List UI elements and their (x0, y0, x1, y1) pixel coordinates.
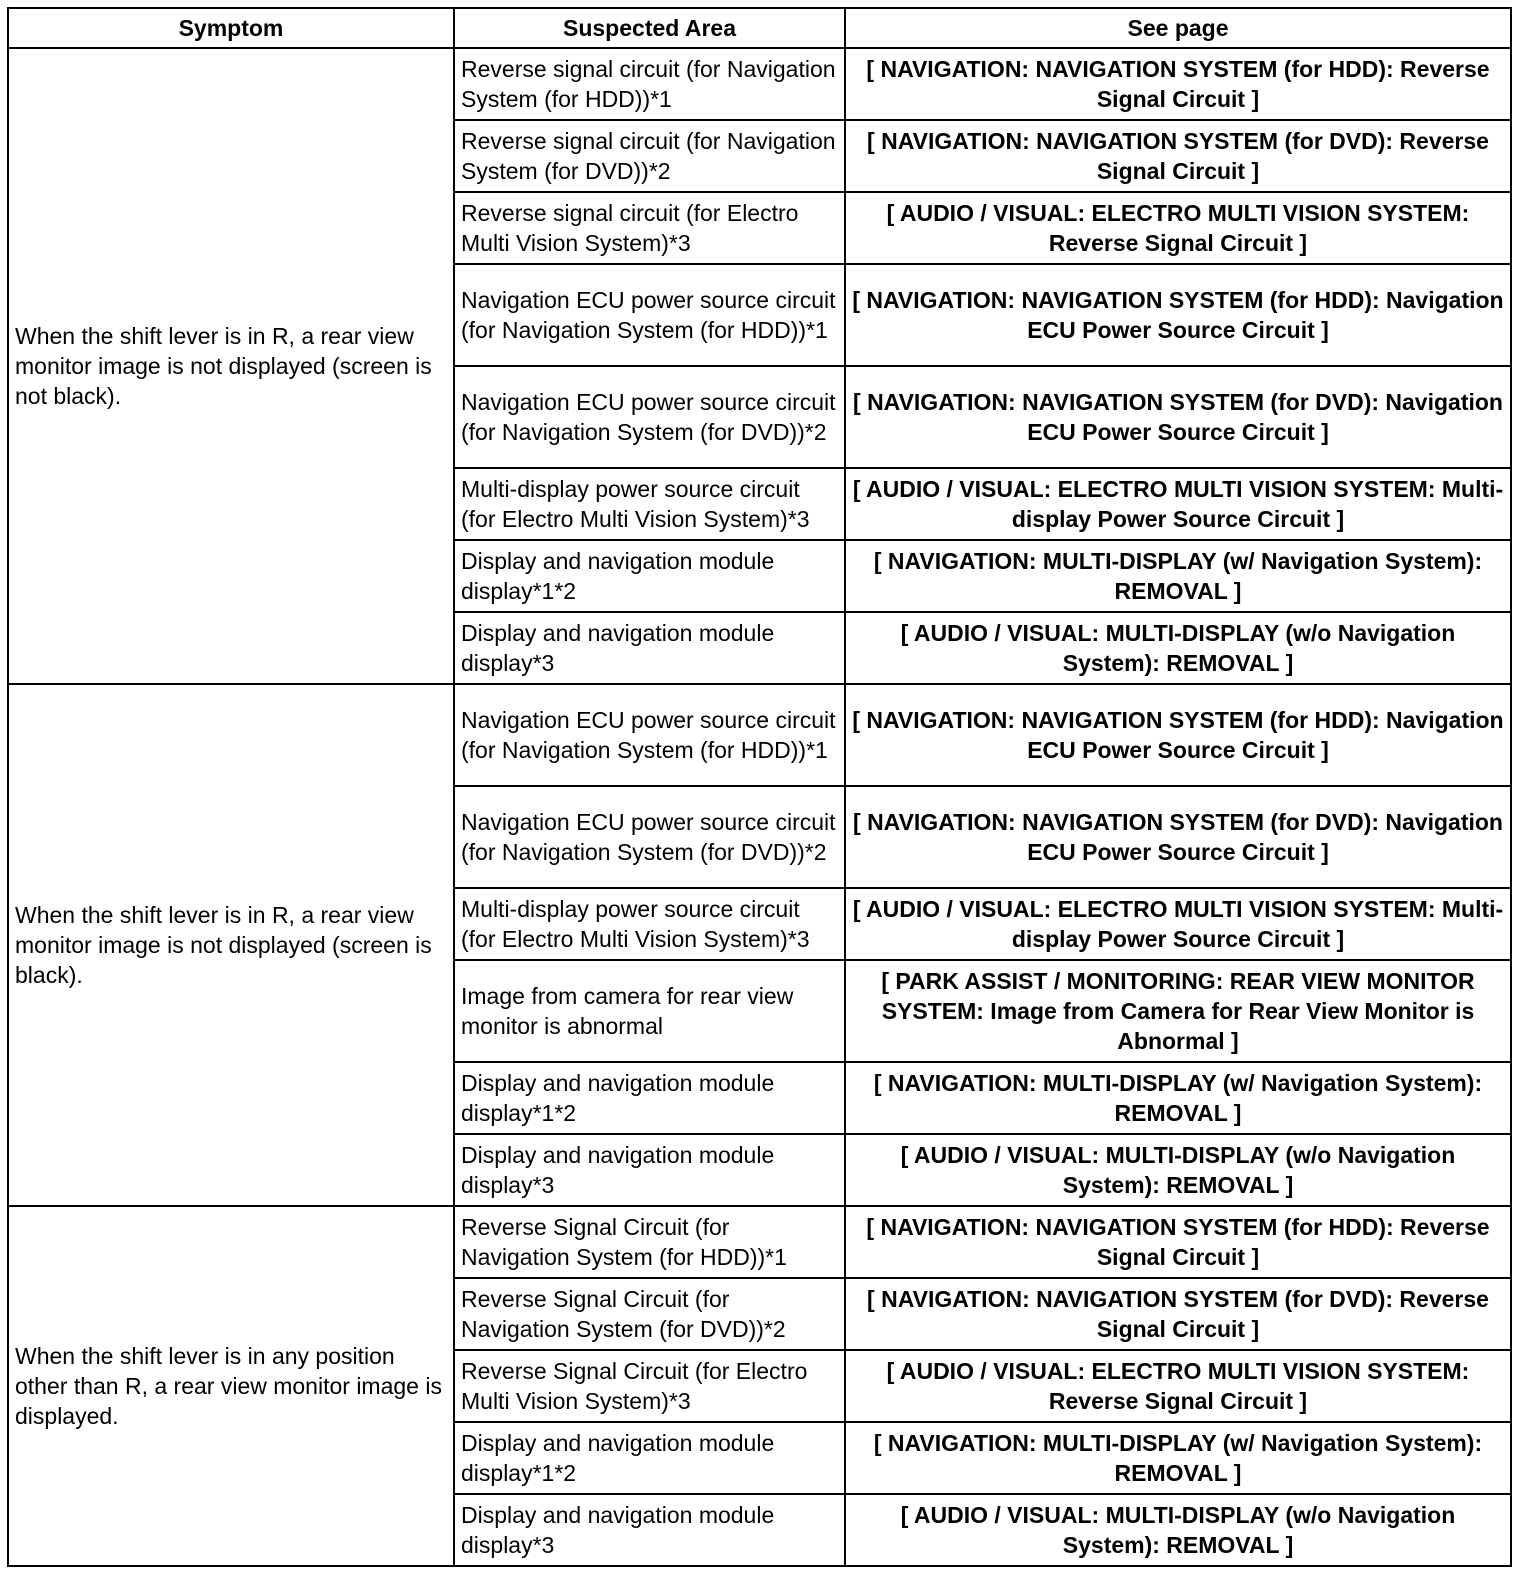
suspected-area-cell: Display and navigation module display*3 (454, 1494, 845, 1566)
suspected-area-cell: Navigation ECU power source circuit (for Navigation System (for DVD))*2 (454, 786, 845, 888)
suspected-area-cell: Display and navigation module display*3 (454, 1134, 845, 1206)
troubleshooting-table (7, 7, 1512, 1567)
header-symptom: Symptom (8, 8, 454, 48)
see-page-cell: [ NAVIGATION: MULTI-DISPLAY (w/ Navigation System): REMOVAL ] (845, 1422, 1511, 1494)
header-suspected-area: Suspected Area (454, 8, 845, 48)
suspected-area-cell: Reverse Signal Circuit (for Navigation System (for DVD))*2 (454, 1278, 845, 1350)
see-page-cell: [ AUDIO / VISUAL: ELECTRO MULTI VISION SYSTEM: Multi-display Power Source Circuit ] (845, 468, 1511, 540)
see-page-cell: [ NAVIGATION: NAVIGATION SYSTEM (for HDD): Navigation ECU Power Source Circuit ] (845, 684, 1511, 786)
see-page-cell: [ NAVIGATION: NAVIGATION SYSTEM (for DVD): Navigation ECU Power Source Circuit ] (845, 366, 1511, 468)
suspected-area-cell: Reverse signal circuit (for Electro Multi Vision System)*3 (454, 192, 845, 264)
symptom-cell: When the shift lever is in R, a rear view monitor image is not displayed (screen is not black). (8, 48, 454, 684)
suspected-area-cell: Display and navigation module display*1*2 (454, 540, 845, 612)
suspected-area-cell: Navigation ECU power source circuit (for Navigation System (for DVD))*2 (454, 366, 845, 468)
see-page-cell: [ NAVIGATION: NAVIGATION SYSTEM (for HDD): Reverse Signal Circuit ] (845, 48, 1511, 120)
see-page-cell: [ AUDIO / VISUAL: ELECTRO MULTI VISION SYSTEM: Reverse Signal Circuit ] (845, 1350, 1511, 1422)
suspected-area-cell: Display and navigation module display*1*2 (454, 1422, 845, 1494)
suspected-area-cell: Reverse Signal Circuit (for Navigation System (for HDD))*1 (454, 1206, 845, 1278)
symptom-cell: When the shift lever is in any position other than R, a rear view monitor image is displayed. (8, 1206, 454, 1566)
see-page-cell: [ NAVIGATION: NAVIGATION SYSTEM (for DVD): Reverse Signal Circuit ] (845, 1278, 1511, 1350)
see-page-cell: [ NAVIGATION: NAVIGATION SYSTEM (for DVD): Reverse Signal Circuit ] (845, 120, 1511, 192)
suspected-area-cell: Multi-display power source circuit (for Electro Multi Vision System)*3 (454, 468, 845, 540)
suspected-area-cell: Reverse signal circuit (for Navigation System (for DVD))*2 (454, 120, 845, 192)
see-page-cell: [ NAVIGATION: NAVIGATION SYSTEM (for HDD): Reverse Signal Circuit ] (845, 1206, 1511, 1278)
see-page-cell: [ AUDIO / VISUAL: MULTI-DISPLAY (w/o Navigation System): REMOVAL ] (845, 612, 1511, 684)
suspected-area-cell: Multi-display power source circuit (for Electro Multi Vision System)*3 (454, 888, 845, 960)
table-row (8, 48, 1511, 120)
see-page-cell: [ NAVIGATION: NAVIGATION SYSTEM (for HDD): Navigation ECU Power Source Circuit ] (845, 264, 1511, 366)
see-page-cell: [ AUDIO / VISUAL: MULTI-DISPLAY (w/o Navigation System): REMOVAL ] (845, 1494, 1511, 1566)
suspected-area-cell: Reverse signal circuit (for Navigation System (for HDD))*1 (454, 48, 845, 120)
table-row (8, 1206, 1511, 1278)
see-page-cell: [ NAVIGATION: MULTI-DISPLAY (w/ Navigation System): REMOVAL ] (845, 540, 1511, 612)
suspected-area-cell: Display and navigation module display*3 (454, 612, 845, 684)
see-page-cell: [ AUDIO / VISUAL: MULTI-DISPLAY (w/o Navigation System): REMOVAL ] (845, 1134, 1511, 1206)
table-row (8, 684, 1511, 786)
see-page-cell: [ NAVIGATION: MULTI-DISPLAY (w/ Navigation System): REMOVAL ] (845, 1062, 1511, 1134)
see-page-cell: [ PARK ASSIST / MONITORING: REAR VIEW MONITOR SYSTEM: Image from Camera for Rear View Monitor is Abnormal ] (845, 960, 1511, 1062)
see-page-cell: [ AUDIO / VISUAL: ELECTRO MULTI VISION SYSTEM: Multi-display Power Source Circuit ] (845, 888, 1511, 960)
see-page-cell: [ NAVIGATION: NAVIGATION SYSTEM (for DVD): Navigation ECU Power Source Circuit ] (845, 786, 1511, 888)
symptom-cell: When the shift lever is in R, a rear view monitor image is not displayed (screen is black). (8, 684, 454, 1206)
suspected-area-cell: Image from camera for rear view monitor is abnormal (454, 960, 845, 1062)
suspected-area-cell: Display and navigation module display*1*2 (454, 1062, 845, 1134)
header-see-page: See page (845, 8, 1511, 48)
see-page-cell: [ AUDIO / VISUAL: ELECTRO MULTI VISION SYSTEM: Reverse Signal Circuit ] (845, 192, 1511, 264)
suspected-area-cell: Reverse Signal Circuit (for Electro Multi Vision System)*3 (454, 1350, 845, 1422)
suspected-area-cell: Navigation ECU power source circuit (for Navigation System (for HDD))*1 (454, 264, 845, 366)
header-row (8, 8, 1511, 48)
suspected-area-cell: Navigation ECU power source circuit (for Navigation System (for HDD))*1 (454, 684, 845, 786)
